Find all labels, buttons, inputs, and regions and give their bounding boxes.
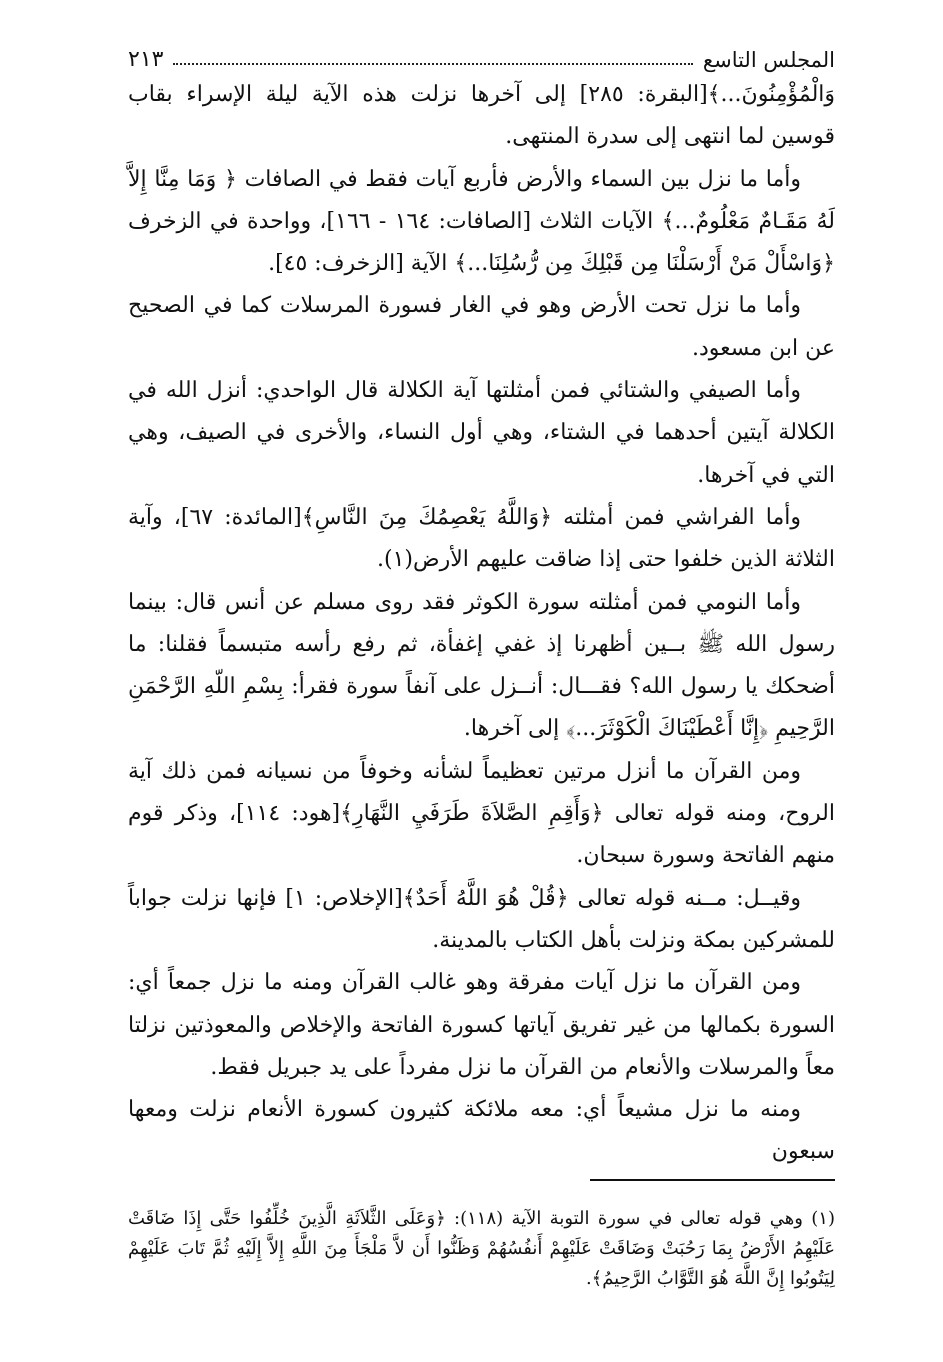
footnote [128, 1204, 835, 1294]
paragraph: وأما الفراشي فمن أمثلته ﴿وَاللَّهُ يَعْصِمُكَ مِنَ النَّاسِ﴾[المائدة: ٦٧]، وآية الثلاثة الذين خلفوا حتى إذا ضاقت عليهم الأرض(١). [128, 504, 835, 573]
paragraph: ومن القرآن ما أنزل مرتين تعظيماً لشأنه وخوفاً من نسيانه فمن ذلك آية الروح، ومنه قوله تعالى ﴿وَأَقِمِ الصَّلاَةَ طَرَفَيِ النَّهَارِ﴾[هود: ١١٤]، وذكر قوم منهم الفاتحة وسورة سبحان. [128, 758, 835, 869]
paragraph: وأما ما نزل تحت الأرض وهو في الغار فسورة المرسلات كما في الصحيح عن ابن مسعود. [128, 293, 835, 361]
paragraph: وَالْمُؤْمِنُونَ...﴾[البقرة: ٢٨٥] إلى آخرها نزلت هذه الآية ليلة الإسراء بقاب قوسين لما انتهى إلى سدرة المنتهى. [128, 82, 836, 150]
paragraph: ومنه ما نزل مشيعاً أي: معه ملائكة كثيرون كسورة الأنعام نزلت ومعها سبعون [128, 1097, 835, 1165]
footnote-text: (١) وهي قوله تعالى في سورة التوبة الآية (١١٨): ﴿وَعَلَى الثَّلاَثَةِ الَّذِينَ خُلِّفُوا حَتَّى إِذَا ضَاقَتْ عَلَيْهِمُ الأَرْضُ بِمَا رَحُبَتْ وَضَاقَتْ عَلَيْهِمْ أَنفُسُهُمْ وَظَنُّوا أَن لاَّ مَلْجَأَ مِنَ اللَّهِ إِلاَّ إِلَيْهِ ثُمَّ تَابَ عَلَيْهِمْ لِيَتُوبُوا إِنَّ اللَّهَ هُوَ التَّوَّابُ الرَّحِيمُ﴾. [128, 1208, 835, 1289]
running-header [128, 38, 835, 72]
page-number: ٢١٣ [128, 47, 164, 72]
chapter-title: المجلس التاسع [702, 48, 835, 72]
main-text [128, 74, 835, 1174]
paragraph: وأما ما نزل بين السماء والأرض فأربع آيات فقط في الصافات ﴿ وَمَا مِنَّا إِلاَّ لَهُ مَقَـامٌ مَعْلُومٌ...﴾ الآيات الثلاث [الصافات: ١٦٤ - ١٦٦]، وواحدة في الزخرف ﴿وَاسْأَلْ مَنْ أَرْسَلْنَا مِن قَبْلِكَ مِن رُّسُلِنَا...﴾ الآية [الزخرف: ٤٥]. [128, 166, 835, 277]
paragraph: وأما الصيفي والشتائي فمن أمثلتها آية الكلالة قال الواحدي: أنزل الله في الكلالة آيتين أحدهما في الشتاء، وهي أول النساء، والأخرى في الصيف، وهي التي في آخرها. [128, 378, 835, 488]
header-dotted-leader [173, 63, 692, 65]
paragraph: ومن القرآن ما نزل آيات مفرقة وهو غالب القرآن ومنه ما نزل جمعاً أي: السورة بكمالها من غير تفريق آياتها كسورة الفاتحة والإخلاص والمعوذتين نزلتا معاً والمرسلات والأنعام من القرآن ما نزل مفرداً على يد جبريل فقط. [128, 970, 835, 1080]
paragraph: وأما النومي فمن أمثلته سورة الكوثر فقد روى مسلم عن أنس قال: بينما رسول الله ﷺ بــين أظهرنا إذ غفي إغفأة، ثم رفع رأسه متبسماً فقلنا: ما أضحكك يا رسول الله؟ فقـــال: أنــزل على آنفاً سورة فقرأ: بِسْمِ اللّهِ الرَّحْمَنِ الرَّحِيمِ ﴿إِنَّا أَعْطَيْنَاكَ الْكَوْثَرَ...﴾ إلى آخرها. [128, 589, 835, 742]
footnote-separator [590, 1179, 835, 1181]
paragraph: وقيــل: مــنه قوله تعالى ﴿قُلْ هُوَ اللَّهُ أَحَدٌ﴾[الإخلاص: ١] فإنها نزلت جواباً للمشركين بمكة ونزلت بأهل الكتاب بالمدينة. [128, 885, 835, 953]
